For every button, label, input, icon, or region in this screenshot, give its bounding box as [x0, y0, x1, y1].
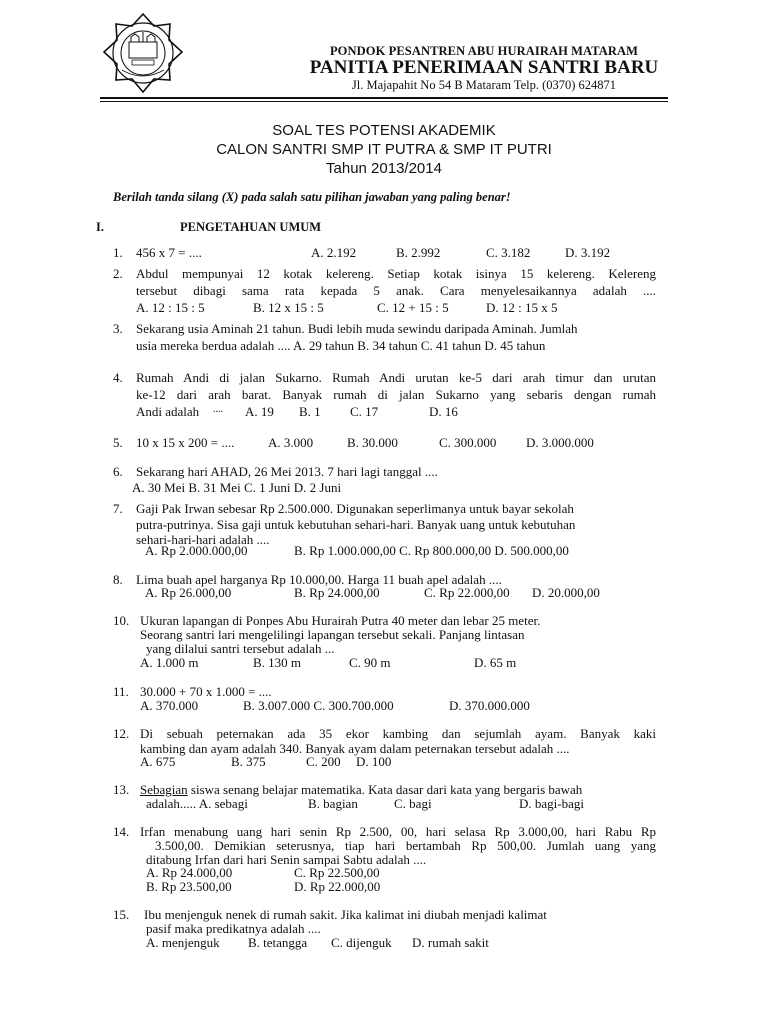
- q8-text: Lima buah apel harganya Rp 10.000,00. Harga 11 buah apel adalah ....: [136, 572, 502, 587]
- q6-text: Sekarang hari AHAD, 26 Mei 2013. 7 hari lagi tanggal ....: [136, 464, 438, 479]
- q4-text-line1: Rumah Andi di jalan Sukarno. Rumah Andi urutan ke-5 dari arah timur dan urutan: [136, 370, 656, 385]
- q12-text-line2: kambing dan ayam adalah 340. Banyak ayam dalam peternakan tersebut adalah ....: [140, 741, 570, 756]
- exam-subtitle: CALON SANTRI SMP IT PUTRA & SMP IT PUTRI: [216, 141, 552, 158]
- q3-text-line2: usia mereka berdua adalah .... A. 29 tahun B. 34 tahun C. 41 tahun D. 45 tahun: [136, 338, 546, 353]
- q8-option-c[interactable]: C. Rp 22.000,00: [424, 585, 510, 600]
- q4-text-line2: ke-12 dari arah barat. Banyak rumah di jalan Sukarno yang sebaris dengan rumah: [136, 387, 656, 402]
- section-title: PENGETAHUAN UMUM: [180, 220, 322, 234]
- q5-option-a[interactable]: A. 3.000: [268, 435, 314, 450]
- q12-text-line1: Di sebuah peternakan ada 35 ekor kambing dan sejumlah ayam. Banyak kaki: [140, 726, 656, 741]
- q10-text-line1: Ukuran lapangan di Ponpes Abu Hurairah Putra 40 meter dan lebar 25 meter.: [140, 613, 541, 628]
- q15-number: 15.: [113, 907, 130, 922]
- q13-option-c[interactable]: C. bagi: [394, 796, 432, 811]
- q10-option-a[interactable]: A. 1.000 m: [140, 655, 199, 670]
- q11-option-d[interactable]: D. 370.000.000: [449, 698, 530, 713]
- instruction: Berilah tanda silang (X) pada salah satu pilihan jawaban yang paling benar!: [113, 190, 511, 204]
- q12-option-a[interactable]: A. 675: [140, 754, 176, 769]
- q7-number: 7.: [113, 501, 123, 516]
- exam-title: SOAL TES POTENSI AKADEMIK: [272, 122, 496, 139]
- q7-text-line1: Gaji Pak Irwan sebesar Rp 2.500.000. Digunakan seperlimanya untuk bayar sekolah: [136, 501, 574, 516]
- q15-option-a[interactable]: A. menjenguk: [146, 935, 220, 950]
- q14-option-a[interactable]: A. Rp 24.000,00: [146, 865, 233, 880]
- q1-text: 456 x 7 = ....: [136, 245, 202, 260]
- q5-number: 5.: [113, 435, 123, 450]
- q8-number: 8.: [113, 572, 123, 587]
- q11-option-bc[interactable]: B. 3.007.000 C. 300.700.000: [243, 698, 394, 713]
- q2-option-a[interactable]: A. 12 : 15 : 5: [136, 300, 205, 315]
- q2-option-c[interactable]: C. 12 + 15 : 5: [377, 300, 449, 315]
- exam-year: Tahun 2013/2014: [326, 160, 442, 177]
- q7-text-line3: sehari-hari-hari adalah ....: [136, 532, 270, 547]
- q4-option-c[interactable]: C. 17: [350, 404, 379, 419]
- q13-underlined-word: Sebagian: [140, 782, 188, 797]
- q1-option-a[interactable]: A. 2.192: [311, 245, 357, 260]
- q13-text-line1: [140, 783, 582, 796]
- q8-option-b[interactable]: B. Rp 24.000,00: [294, 585, 380, 600]
- q8-option-a[interactable]: A. Rp 26.000,00: [145, 585, 232, 600]
- q10-text-line3: yang dilalui santri tersebut adalah ...: [146, 641, 335, 656]
- q4-number: 4.: [113, 370, 123, 385]
- q13-option-a[interactable]: adalah..... A. sebagi: [146, 796, 248, 811]
- q1-option-c[interactable]: C. 3.182: [486, 245, 531, 260]
- q13-text-rest: siswa senang belajar matematika. Kata dasar dari kata yang bergaris bawah: [187, 782, 583, 797]
- q12-option-b[interactable]: B. 375: [231, 754, 266, 769]
- q14-text-line2: 3.500,00. Demikian seterusnya, tiap hari bertambah Rp 500,00. Jumlah uang yang: [155, 838, 656, 853]
- q6-number: 6.: [113, 464, 123, 479]
- header-rule-thin: [100, 101, 668, 102]
- q5-option-c[interactable]: C. 300.000: [439, 435, 497, 450]
- header-rule-thick: [100, 97, 668, 99]
- q11-number: 11.: [113, 684, 129, 699]
- q1-option-b[interactable]: B. 2.992: [396, 245, 441, 260]
- committee-name: PANITIA PENERIMAAN SANTRI BARU: [309, 57, 659, 78]
- q14-text-line1: Irfan menabung uang hari senin Rp 2.500, 00, hari selasa Rp 3.000,00, hari Rabu Rp: [140, 824, 656, 839]
- q14-text-line3: ditabung Irfan dari hari Senin sampai Sabtu adalah ....: [146, 852, 427, 867]
- q15-text-line2: pasif maka predikatnya adalah ....: [146, 921, 321, 936]
- q13-option-d[interactable]: D. bagi-bagi: [519, 796, 584, 811]
- q7-option-bcd[interactable]: B. Rp 1.000.000,00 C. Rp 800.000,00 D. 500.000,00: [294, 543, 569, 558]
- q7-option-a[interactable]: A. Rp 2.000.000,00: [145, 543, 248, 558]
- q2-text-line2: tersebut dibagi sama rata kepada 5 anak. Cara menyelesaikannya adalah ....: [136, 283, 656, 298]
- q3-text-line1: Sekarang usia Aminah 21 tahun. Budi lebih muda sewindu daripada Aminah. Jumlah: [136, 321, 578, 336]
- q4-option-d[interactable]: D. 16: [429, 404, 458, 419]
- q15-text-line1: Ibu menjenguk nenek di rumah sakit. Jika kalimat ini diubah menjadi kalimat: [144, 907, 547, 922]
- q10-text-line2: Seorang santri lari mengelilingi lapangan tersebut sekali. Panjang lintasan: [140, 627, 525, 642]
- q11-option-a[interactable]: A. 370.000: [140, 698, 199, 713]
- q15-option-b[interactable]: B. tetangga: [248, 935, 308, 950]
- school-address: Jl. Majapahit No 54 B Mataram Telp. (0370) 624871: [351, 78, 617, 92]
- q13-option-b[interactable]: B. bagian: [308, 796, 358, 811]
- q12-number: 12.: [113, 726, 130, 741]
- q2-text-line1: Abdul mempunyai 12 kotak kelereng. Setiap kotak isinya 15 kelereng. Kelereng: [136, 266, 656, 281]
- q2-number: 2.: [113, 266, 123, 281]
- q15-option-d[interactable]: D. rumah sakit: [412, 935, 489, 950]
- q5-text: 10 x 15 x 200 = ....: [136, 435, 235, 450]
- section-number: I.: [96, 220, 104, 234]
- q1-option-d[interactable]: D. 3.192: [565, 245, 611, 260]
- school-name: PONDOK PESANTREN ABU HURAIRAH MATARAM: [329, 44, 639, 58]
- q10-number: 10.: [113, 613, 130, 628]
- q4-option-a[interactable]: A. 19: [245, 404, 274, 419]
- q1-number: 1.: [113, 245, 123, 260]
- q14-option-d[interactable]: D. Rp 22.000,00: [294, 879, 381, 894]
- q15-option-c[interactable]: C. dijenguk: [331, 935, 392, 950]
- q12-option-d[interactable]: D. 100: [356, 754, 392, 769]
- q5-option-d[interactable]: D. 3.000.000: [526, 435, 594, 450]
- q2-option-b[interactable]: B. 12 x 15 : 5: [253, 300, 324, 315]
- q10-option-b[interactable]: B. 130 m: [253, 655, 302, 670]
- q14-number: 14.: [113, 824, 130, 839]
- q12-option-c[interactable]: C. 200: [306, 754, 341, 769]
- q13-number: 13.: [113, 782, 130, 797]
- q11-text: 30.000 + 70 x 1.000 = ....: [140, 684, 272, 699]
- q3-number: 3.: [113, 321, 123, 336]
- q6-options[interactable]: A. 30 Mei B. 31 Mei C. 1 Juni D. 2 Juni: [132, 480, 342, 495]
- q4-text-line3: Andi adalah: [136, 404, 200, 419]
- q2-option-d[interactable]: D. 12 : 15 x 5: [486, 300, 558, 315]
- q4-dots: ....: [213, 404, 223, 415]
- q14-option-c[interactable]: C. Rp 22.500,00: [294, 865, 380, 880]
- q8-option-d[interactable]: D. 20.000,00: [532, 585, 600, 600]
- q10-option-c[interactable]: C. 90 m: [349, 655, 391, 670]
- q10-option-d[interactable]: D. 65 m: [474, 655, 517, 670]
- q14-option-b[interactable]: B. Rp 23.500,00: [146, 879, 232, 894]
- q5-option-b[interactable]: B. 30.000: [347, 435, 398, 450]
- q4-option-b[interactable]: B. 1: [299, 404, 321, 419]
- q7-text-line2: putra-putrinya. Sisa gaji untuk kebutuhan sehari-hari. Banyak uang untuk kebutuhan: [136, 517, 576, 532]
